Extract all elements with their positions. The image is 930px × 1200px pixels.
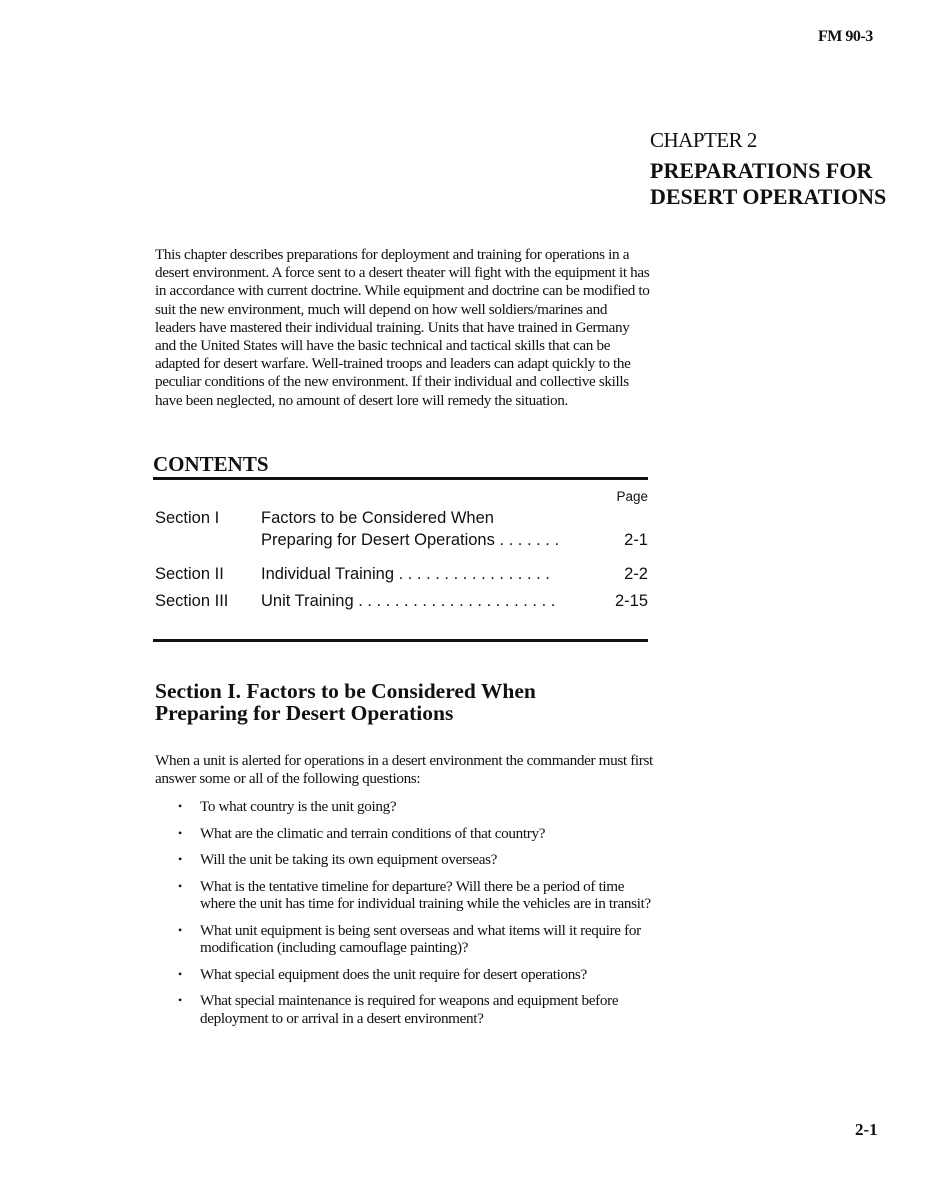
list-item: [178, 878, 658, 913]
chapter-title: PREPARATIONS FOR DESERT OPERATIONS: [650, 158, 887, 209]
list-item-text: Will the unit be taking its own equipment overseas?: [200, 851, 498, 868]
page-number: 2-1: [855, 1120, 878, 1139]
list-item: [178, 992, 658, 1027]
toc-section-label: Section II: [155, 565, 224, 583]
list-item-text: What special equipment does the unit require for desert operations?: [200, 965, 587, 983]
toc-row-section-1-cont[interactable]: [153, 531, 648, 553]
list-item: [178, 851, 658, 869]
questions-list: [178, 798, 658, 1036]
list-item: [178, 922, 658, 957]
list-item-text: To what country is the unit going?: [200, 798, 397, 815]
toc-entry-title: Unit Training . . . . . . . . . . . . . . . . . . . . . .: [261, 592, 556, 610]
manual-code: FM 90-3: [818, 28, 873, 45]
list-item: [178, 825, 658, 843]
toc-row-section-2[interactable]: [153, 565, 648, 587]
toc-page-number: 2-2: [624, 565, 648, 583]
contents-heading: CONTENTS: [153, 452, 648, 480]
section-heading: [155, 680, 655, 724]
toc-page-number: 2-1: [624, 531, 648, 549]
toc-row-section-3[interactable]: [153, 592, 648, 614]
toc-section-label: Section III: [155, 592, 229, 610]
list-item: [178, 798, 658, 816]
list-item-text: What unit equipment is being sent overseas and what items will it require for modification (including camouflage painting)?: [200, 921, 641, 956]
toc-row-section-1[interactable]: [153, 509, 648, 531]
list-item: [178, 966, 658, 984]
bullet-icon: •: [178, 922, 182, 937]
list-item-text: What special maintenance is required for weapons and equipment before deployment to or arrival in a desert environment?: [200, 992, 619, 1027]
bullet-icon: •: [178, 966, 182, 981]
section-intro-paragraph: When a unit is alerted for operations in a desert environment the commander must first answer some or all of the following questions:: [155, 752, 653, 787]
toc-page-number: 2-15: [614, 592, 648, 610]
chapter-intro-paragraph: This chapter describes preparations for deployment and training for operations in a desert environment. A force sent to a desert theater will fight with the equipment it has in accordance with current doctrine. While equipment and doctrine can be modified to suit the new environment, much will depend on how well soldiers/marines and leaders have mastered their individual training. Units that have trained in Germany and the United States will have the basic technical and tactical skills that can be adapted for desert warfare. Well-trained troops and leaders can adapt quickly to the peculiar conditions of the new environment. If their individual and collective skills have been neglected, no amount of desert lore will remedy the situation.: [155, 246, 650, 409]
section-heading-line-2: Preparing for Desert Operations: [155, 701, 454, 725]
contents-table: [153, 452, 648, 614]
bullet-icon: •: [178, 852, 182, 866]
bullet-icon: •: [178, 825, 182, 840]
toc-entry-title: Individual Training . . . . . . . . . . . . . . . . .: [261, 565, 550, 583]
bullet-icon: •: [178, 878, 182, 893]
toc-section-label: Section I: [155, 509, 220, 527]
chapter-label: CHAPTER 2: [650, 128, 757, 152]
list-item-text: What are the climatic and terrain conditions of that country?: [200, 824, 546, 842]
toc-entry-title: Preparing for Desert Operations . . . . . . .: [261, 531, 560, 549]
list-item-text: What is the tentative timeline for departure? Will there be a period of time where the unit has time for individual training while the vehicles are in transit?: [200, 877, 651, 912]
contents-page-column-label: Page: [616, 489, 648, 504]
bullet-icon: •: [178, 799, 182, 813]
section-heading-line-1: Section I. Factors to be Considered When: [155, 679, 536, 703]
contents-bottom-rule: [153, 639, 648, 642]
toc-entry-title: Factors to be Considered When: [261, 509, 494, 527]
bullet-icon: •: [178, 993, 182, 1007]
